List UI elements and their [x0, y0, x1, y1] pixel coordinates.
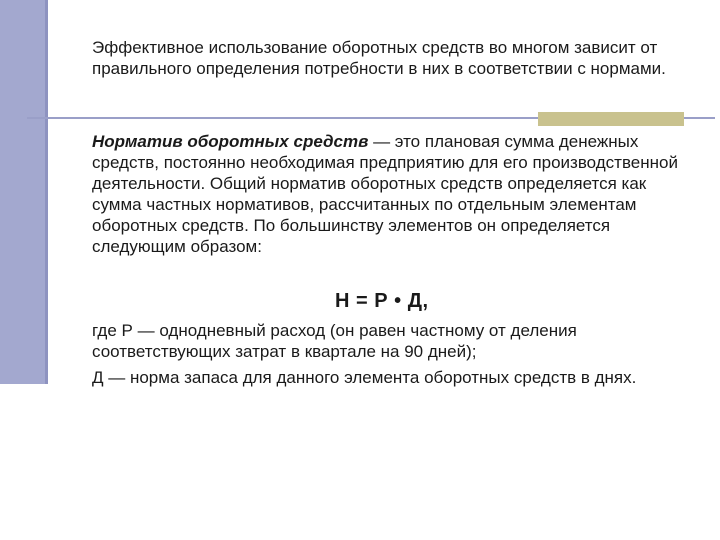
definition-text: — это плановая сумма денежных средств, постоянно необходимая предприятию для его производственной деятельности. Общий норматив оборотных средств определяется как сумма частных нормативов, рассчитанных по отдельным элементам оборотных средств. По большинству элементов он определяется следующим образом:	[92, 132, 678, 256]
left-decor-bar	[0, 0, 45, 384]
where-paragraph: где Р — однодневный расход (он равен частному от деления соответствующих затрат в квартале на 90 дней);	[92, 321, 577, 361]
definition-paragraph	[92, 131, 692, 257]
intro-paragraph: Эффективное использование оборотных средств во многом зависит от правильного определения потребности в них в соответствии с нормами.	[92, 38, 666, 78]
formula: Н = Р • Д,	[335, 290, 429, 312]
definition-term: Норматив оборотных средств	[92, 132, 369, 151]
left-decor-bar-edge	[45, 0, 48, 384]
accent-block	[538, 112, 684, 126]
d-definition-paragraph: Д — норма запаса для данного элемента оборотных средств в днях.	[92, 368, 637, 387]
